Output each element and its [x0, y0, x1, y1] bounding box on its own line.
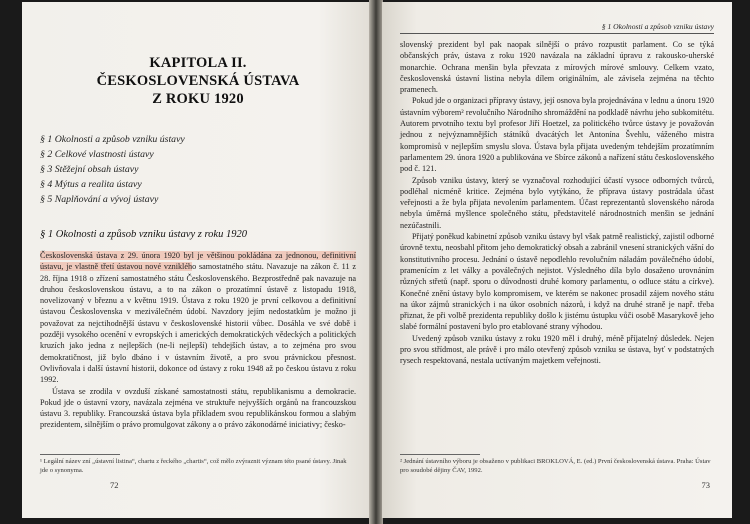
paragraph: Uvedený způsob vzniku ústavy z roku 1920 měl i druhý, méně příjatelný důsledek. Nejen pro svou střídmost, ale právě i pro málo otevřený způsob vzniku se ústava, byť v podstatných rysech respektovaná, nestala uctívaným majetkem veřejnosti.	[400, 333, 714, 366]
running-head: § 1 Okolnosti a způsob vzniku ústavy	[400, 22, 714, 34]
chapter-contents	[40, 132, 356, 207]
footnote: ² Jednání ústavního výboru je obsaženo v publikaci BROKLOVÁ, E. (ed.) První československá ústava. Praha: Ústav pro soudobé dějiny ČAV, 1992.	[400, 458, 711, 474]
chapter-title-line: ČESKOSLOVENSKÁ ÚSTAVA	[96, 73, 300, 89]
toc-item: § 3 Stěžejní obsah ústavy	[40, 164, 139, 175]
footnote-divider	[40, 454, 120, 455]
page-number: 72	[110, 480, 119, 490]
footnote: ¹ Legální název zní „ústavní listina“, chartu z řeckého „chartis“, což mělo zvýraznit význam této psané ústavy. Jinak jde o synonyma.	[40, 458, 347, 474]
footnote-divider	[400, 454, 480, 455]
left-body-text	[40, 250, 356, 431]
toc-item: § 5 Naplňování a vývoj ústavy	[40, 194, 159, 205]
toc-item: § 4 Mýtus a realita ústavy	[40, 179, 142, 190]
chapter-title-line: KAPITOLA II.	[149, 55, 247, 71]
right-page	[382, 2, 732, 518]
highlighted-text: nou, definitivní ústavu, je vlastně třetí ústavou nové vznikléh	[40, 251, 357, 272]
paragraph: slovenský prezident byl pak naopak silnější o právo rozpustit parlament. Co se týká občanských práv, ústava z roku 1920 navázala na základní úpravu z rakousko-uherské monarchie. Ochrana menšin byla převzata z mírových mírové smlouvy. Celkem vzato, československá ústavní listina nebyla dílem originálním, ale závisela zejména na těchto pramenech.	[400, 40, 714, 95]
chapter-title	[40, 54, 356, 108]
left-page	[22, 2, 370, 518]
paragraph-text: z roku 1920 je první celkovou a definitivní ústavou Československa v meziválečném údobí. Navzdory jejím nedostatkům je možno ji považovat za nejctihodnější ústavu v československé historii vůbec. Dosáhla ve své době i později vysokého ocenění v evropských i amerických demokratických vědeckých a politických kruzích jako jedna z nejlepších (ne-li nejlepší) tehdejších ústav, a to zejména pro svou demokratičnost, již bylo dbáno i v ústavním životě, a pro svou právnickou přesnost. Ovlivňovala i další ústavní historii, dokonce od ústavy z roku 1948 až po českou ústavu z roku 1992.	[40, 296, 356, 385]
page-number: 73	[701, 480, 710, 490]
section-heading: § 1 Okolnosti a způsob vzniku ústavy z roku 1920	[40, 229, 247, 240]
highlighted-text: Československá ústava z 29. února 1920 byl je většinou pokládána za jedno	[40, 251, 305, 260]
toc-item: § 1 Okolnosti a způsob vzniku ústavy	[40, 134, 185, 145]
paragraph: Přijatý poněkud kabinetní způsob vzniku ústavy byl však patrně realistický, zajistil odborné úrovně textu, neosbahl přitom jeho demokratický obsah a zabránil vnesení stranických vášní do konstitutivního procesu. Jednání o ústavě nepodlehlo revolučním náladám poválečného údobí, pramenícím z let války a poválečných nejistot. Výsledného díla bylo dosaženo urovnáním různých střetů (např. sporu o důvodnosti druhé komory parlamentu, o odluce státu a církve). Konečné znění ústavy bylo kompromisem, ve kterém se nakonec prosadil zájem nového státu na úkor zájmů stranických i na úkor osobních názorů, i když na druhé straně je např. třeba přiznat, že při volbě prezidenta republiky došlo k jistému ústupku vůči osobě Masarykově jeho slabé formální postavení bylo pro etablované strany výhodou.	[400, 232, 714, 332]
right-body-text	[400, 39, 714, 367]
paragraph	[40, 250, 356, 386]
paragraph-text: o samostatného státu. Navazuje na zákon č. 11 z 28. října 1918 o zřízení samostatného státu Československého. Bezprostředně pak navazuje na druhou československou ústavu, a to na zákon o prozatímní ústavě z listopadu 1918, novelizovaný v březnu a v květnu 1919. Ústava	[40, 262, 356, 306]
paragraph: Pokud jde o organizaci přípravy ústavy, její osnova byla projednávána v lednu a únoru 1920 ústavním výborem² revolučního Národního shromáždění na podkladě návrhu jeho subkomitétu. Autorem prvotního textu byl profesor Jiří Hoetzel, za politického tvůrce ústavy je považován jednou z nejvýznamnějších státníků dvacátých let Antonína Švehlu, váženého mistra kompromisů v nejlepším smyslu slova. Ústava byla přijata uvedeným tehdejším prozatímním parlamentem 29. února 1920 a publikována ve Sbírce zákonů a nařízení státu československého pod č. 121.	[400, 96, 714, 174]
book-gutter	[369, 0, 383, 524]
chapter-title-line: Z ROKU 1920	[152, 91, 244, 107]
paragraph: Ústava se zrodila v ovzduší získané samostatnosti státu, republikanismu a demokracie. Pokud jde o ústavní vzory, navázala zejména ve struktuře nejvyšších orgánů na francouzskou ústavu 3. republiky. Francouzská ústava byla příkladem svou republikánskou formou a slabým prezidentem, silnějším o právo promulgovat zákony a o právo zákonodárné iniciativy; česko-	[40, 386, 356, 430]
paragraph: Způsob vzniku ústavy, který se vyznačoval rozhodující účastí vysoce odborných tvůrců, podléhal nicméně kritice. Zejména bylo vytýkáno, že příprava ústavy postrádala účast veřejnosti a že byla přijata nevolením parlamentem. Účast reprezentantů slovenského národa nebyla úměrná myšlence společného státu, představitelé národnostních menšin se jednání nezúčastnili.	[400, 175, 714, 230]
toc-item: § 2 Celkové vlastnosti ústavy	[40, 149, 154, 160]
